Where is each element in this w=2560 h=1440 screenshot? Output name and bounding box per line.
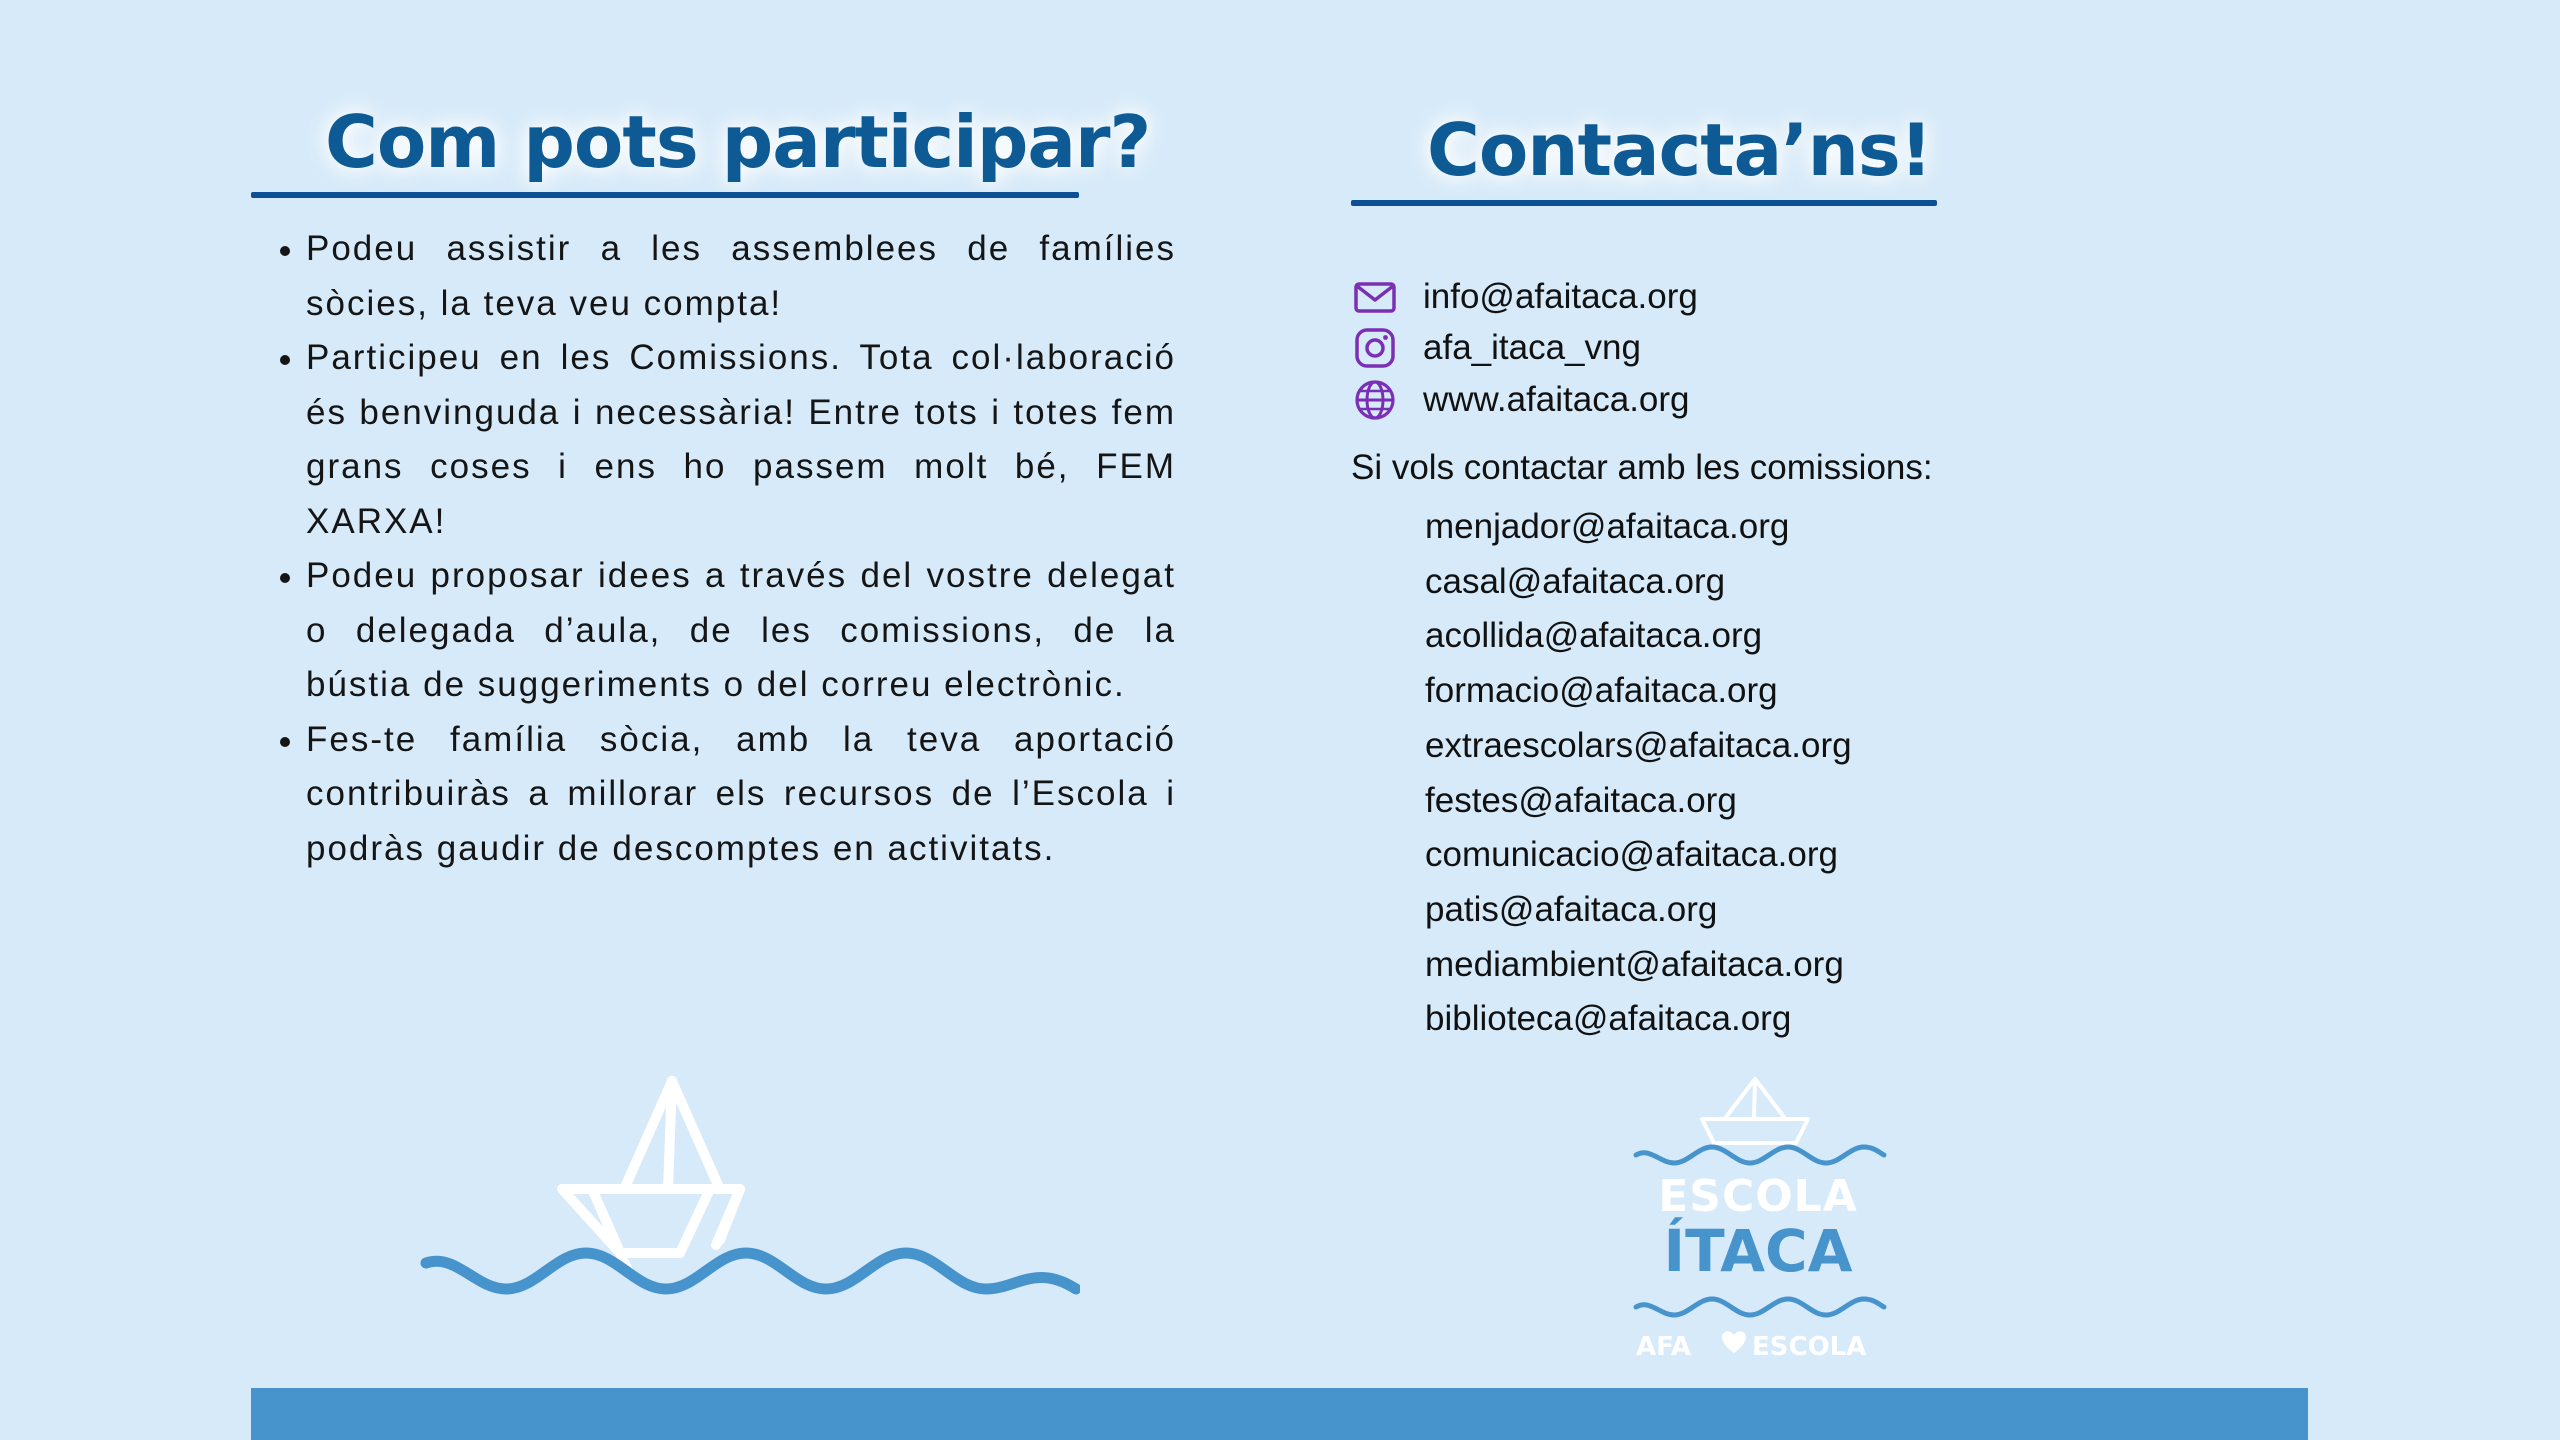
mail-icon xyxy=(1351,273,1399,321)
commission-email[interactable]: casal@afaitaca.org xyxy=(1425,561,1726,601)
commission-email[interactable]: acollida@afaitaca.org xyxy=(1425,616,1763,656)
contact-instagram[interactable] xyxy=(1351,323,1641,373)
escola-itaca-logo xyxy=(1630,1075,1890,1365)
instagram-icon xyxy=(1351,324,1399,372)
commission-email[interactable]: menjador@afaitaca.org xyxy=(1425,507,1790,546)
participate-heading: Com pots participar? xyxy=(325,100,1151,184)
globe-icon xyxy=(1351,376,1399,424)
list-item: • Fes-te família sòcia, amb la teva aportació contribuiràs a millorar els recursos de l’Escola i podràs gaudir de descomptes en activitats. xyxy=(306,713,1176,877)
logo-line-2: ÍTACA xyxy=(1663,1217,1853,1285)
commission-email[interactable]: formacio@afaitaca.org xyxy=(1425,671,1778,711)
commission-email[interactable]: mediambient@afaitaca.org xyxy=(1425,944,1844,984)
footer-bar xyxy=(251,1388,2308,1440)
commission-email[interactable]: biblioteca@afaitaca.org xyxy=(1425,999,1792,1039)
contact-email[interactable] xyxy=(1351,272,1698,322)
contact-website-text[interactable]: www.afaitaca.org xyxy=(1423,380,1690,419)
logo-line-1: ESCOLA xyxy=(1658,1171,1858,1222)
participate-heading-underline xyxy=(251,192,1079,198)
contact-instagram-text[interactable]: afa_itaca_vng xyxy=(1423,328,1641,367)
commission-email[interactable]: festes@afaitaca.org xyxy=(1425,780,1737,820)
commission-email[interactable]: comunicacio@afaitaca.org xyxy=(1425,835,1838,875)
logo-tagline-left: AFA xyxy=(1636,1332,1692,1362)
list-item: • Participeu en les Comissions. Tota col·laboració és benvinguda i necessària! Entre tots i totes fem grans coses i ens ho passem molt bé, FEM XARXA! xyxy=(306,331,1176,549)
commissions-email-list xyxy=(1425,500,1852,1047)
heart-icon xyxy=(1722,1331,1746,1353)
commission-email[interactable]: patis@afaitaca.org xyxy=(1425,889,1718,929)
contact-heading: Contacta’ns! xyxy=(1427,108,1932,192)
contact-heading-underline xyxy=(1351,200,1937,206)
participation-list xyxy=(270,222,1176,876)
list-item: • Podeu proposar idees a través del vostre delegat o delegada d’aula, de les comissions, de la bústia de suggeriments o del correu electrònic. xyxy=(306,549,1176,713)
contact-website[interactable] xyxy=(1351,375,1690,425)
commissions-intro: Si vols contactar amb les comissions: xyxy=(1351,448,1933,487)
list-item: • Podeu assistir a les assemblees de famílies sòcies, la teva veu compta! xyxy=(306,222,1176,331)
logo-tagline-right: ESCOLA xyxy=(1752,1332,1867,1362)
contact-email-text[interactable]: info@afaitaca.org xyxy=(1423,277,1698,316)
commission-email[interactable]: extraescolars@afaitaca.org xyxy=(1425,725,1852,765)
paper-boat-illustration xyxy=(420,1075,1080,1310)
